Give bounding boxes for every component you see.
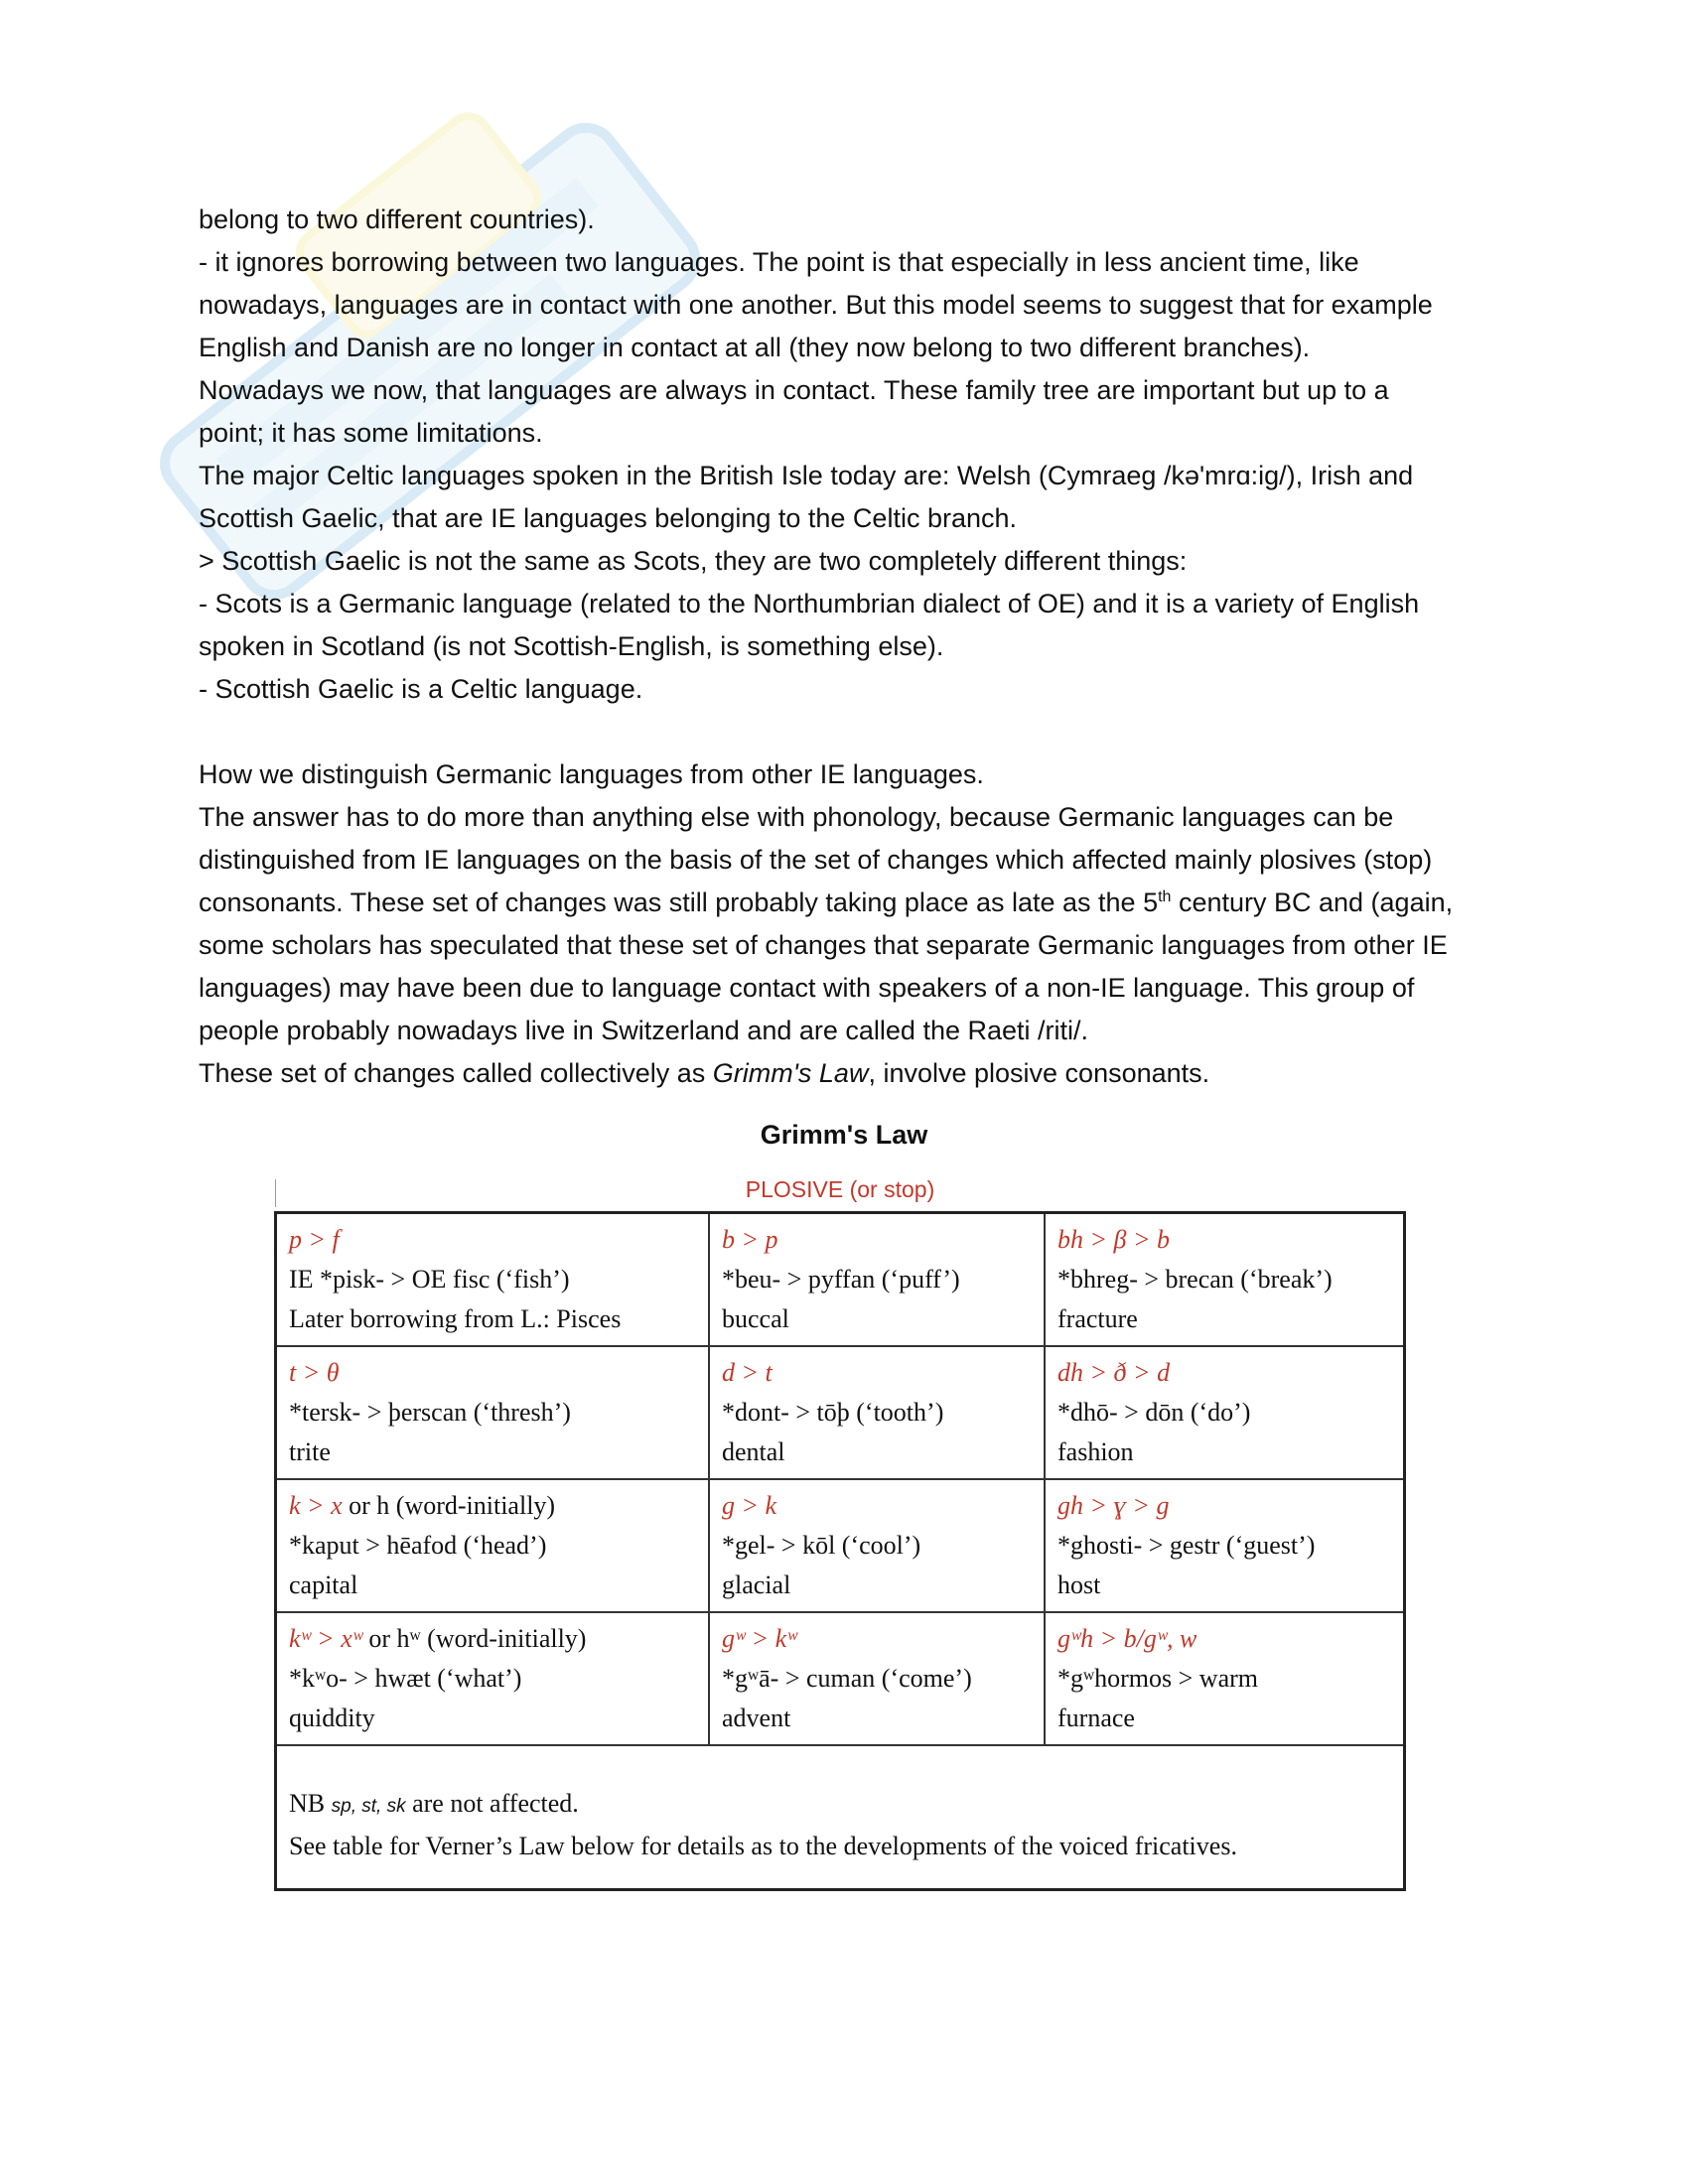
example-line: furnace: [1057, 1704, 1135, 1732]
text-line: nowadays, languages are in contact with one another. But this model seems to suggest that for example: [199, 290, 1433, 320]
table-cell: [276, 1213, 710, 1347]
note-cell: [276, 1745, 1405, 1890]
table-cell: [276, 1479, 710, 1612]
table-row-note: [276, 1745, 1405, 1890]
sound-change-rule: gʷh > b/gʷ, w: [1057, 1624, 1197, 1653]
table-row: [276, 1213, 1405, 1347]
example-line: *bhreg- > brecan (‘break’): [1057, 1265, 1333, 1294]
example-line: *tersk- > þerscan (‘thresh’): [289, 1398, 571, 1427]
text-line: some scholars has speculated that these set of changes that separate Germanic languages from other IE: [199, 930, 1448, 960]
example-line: *dhō- > dōn (‘do’): [1057, 1398, 1251, 1427]
table-cell: [1045, 1346, 1405, 1479]
example-line: *kʷo- > hwæt (‘what’): [289, 1664, 522, 1693]
example-line: buccal: [722, 1304, 789, 1333]
text-line: - it ignores borrowing between two languages. The point is that especially in less ancient time, like: [199, 247, 1359, 277]
sound-change-rule: gh > ɣ > g: [1057, 1491, 1170, 1520]
example-line: quiddity: [289, 1704, 375, 1732]
example-line: *beu- > pyffan (‘puff’): [722, 1265, 960, 1294]
example-line: fashion: [1057, 1437, 1134, 1466]
example-line: dental: [722, 1437, 785, 1466]
sound-change-rule: t > θ: [289, 1358, 340, 1387]
body-text: [199, 199, 1509, 1095]
table-cell: [709, 1346, 1045, 1479]
note-line-2: See table for Verner’s Law below for details as to the developments of the voiced fricatives.: [289, 1832, 1237, 1860]
sound-change-rule: p > f: [289, 1225, 340, 1254]
text-line: consonants. These set of changes was still probably taking place as late as the 5th century BC and (again,: [199, 887, 1454, 917]
example-line: host: [1057, 1570, 1101, 1599]
table-cell: [276, 1346, 710, 1479]
table-row: [276, 1479, 1405, 1612]
sound-change-rule: g > k: [722, 1491, 777, 1520]
example-line: *gel- > kōl (‘cool’): [722, 1531, 921, 1560]
example-line: trite: [289, 1437, 331, 1466]
table-header: PLOSIVE (or stop): [745, 1176, 935, 1202]
example-line: capital: [289, 1570, 358, 1599]
table-cell: [709, 1479, 1045, 1612]
table-row: [276, 1346, 1405, 1479]
sound-change-rule: kʷ > xʷ or hʷ (word-initially): [289, 1624, 587, 1653]
sound-change-rule: gʷ > kʷ: [722, 1624, 797, 1653]
text-line: The major Celtic languages spoken in the British Isle today are: Welsh (Cymraeg /kə'mrɑ:ig/), Irish and: [199, 461, 1414, 490]
sound-change-rule: dh > ð > d: [1057, 1358, 1171, 1387]
text-line: [199, 711, 1509, 753]
table-cell: [1045, 1612, 1405, 1745]
text-line: belong to two different countries).: [199, 205, 595, 234]
example-line: advent: [722, 1704, 791, 1732]
example-line: *dont- > tōþ (‘tooth’): [722, 1398, 944, 1427]
text-line: - Scottish Gaelic is a Celtic language.: [199, 674, 643, 704]
sound-change-rule: bh > β > b: [1057, 1225, 1171, 1254]
example-line: *gʷā- > cuman (‘come’): [722, 1664, 972, 1693]
example-line: *kaput > hēafod (‘head’): [289, 1531, 547, 1560]
text-line: The answer has to do more than anything else with phonology, because Germanic languages can be: [199, 802, 1394, 832]
text-line: How we distinguish Germanic languages from other IE languages.: [199, 759, 984, 789]
text-line: English and Danish are no longer in contact at all (they now belong to two different branches).: [199, 333, 1311, 362]
text-line: spoken in Scotland (is not Scottish-English, is something else).: [199, 631, 944, 661]
table-cell: [709, 1213, 1045, 1347]
table-cell: [709, 1612, 1045, 1745]
text-line: These set of changes called collectively as Grimm's Law, involve plosive consonants.: [199, 1058, 1210, 1088]
text-line: people probably nowadays live in Switzerland and are called the Raeti /riti/.: [199, 1016, 1089, 1045]
example-line: Later borrowing from L.: Pisces: [289, 1304, 622, 1333]
sound-change-rule: b > p: [722, 1225, 778, 1254]
table-row: [276, 1612, 1405, 1745]
grimms-law-table: [274, 1211, 1406, 1891]
text-line: > Scottish Gaelic is not the same as Scots, they are two completely different things:: [199, 546, 1188, 576]
note-line-1: NB sp, st, sk are not affected.: [289, 1789, 579, 1818]
example-line: *ghosti- > gestr (‘guest’): [1057, 1531, 1316, 1560]
table-cell: [1045, 1213, 1405, 1347]
text-line: Scottish Gaelic, that are IE languages belonging to the Celtic branch.: [199, 503, 1018, 533]
text-line: distinguished from IE languages on the basis of the set of changes which affected mainly plosives (stop): [199, 845, 1433, 875]
example-line: fracture: [1057, 1304, 1138, 1333]
text-line: languages) may have been due to language contact with speakers of a non-IE language. This group of: [199, 973, 1415, 1003]
text-line: - Scots is a Germanic language (related to the Northumbrian dialect of OE) and it is a variety of English: [199, 589, 1420, 618]
table-cell: [1045, 1479, 1405, 1612]
sound-change-rule: k > x or h (word-initially): [289, 1491, 556, 1520]
example-line: glacial: [722, 1570, 791, 1599]
sound-change-rule: d > t: [722, 1358, 773, 1387]
table-cell: [276, 1612, 710, 1745]
text-line: Nowadays we now, that languages are always in contact. These family tree are important but up to a: [199, 375, 1389, 405]
example-line: IE *pisk- > OE fisc (‘fish’): [289, 1265, 570, 1294]
example-line: *gʷhormos > warm: [1057, 1664, 1258, 1693]
table-title: Grimm's Law: [760, 1120, 928, 1150]
text-line: point; it has some limitations.: [199, 418, 543, 448]
